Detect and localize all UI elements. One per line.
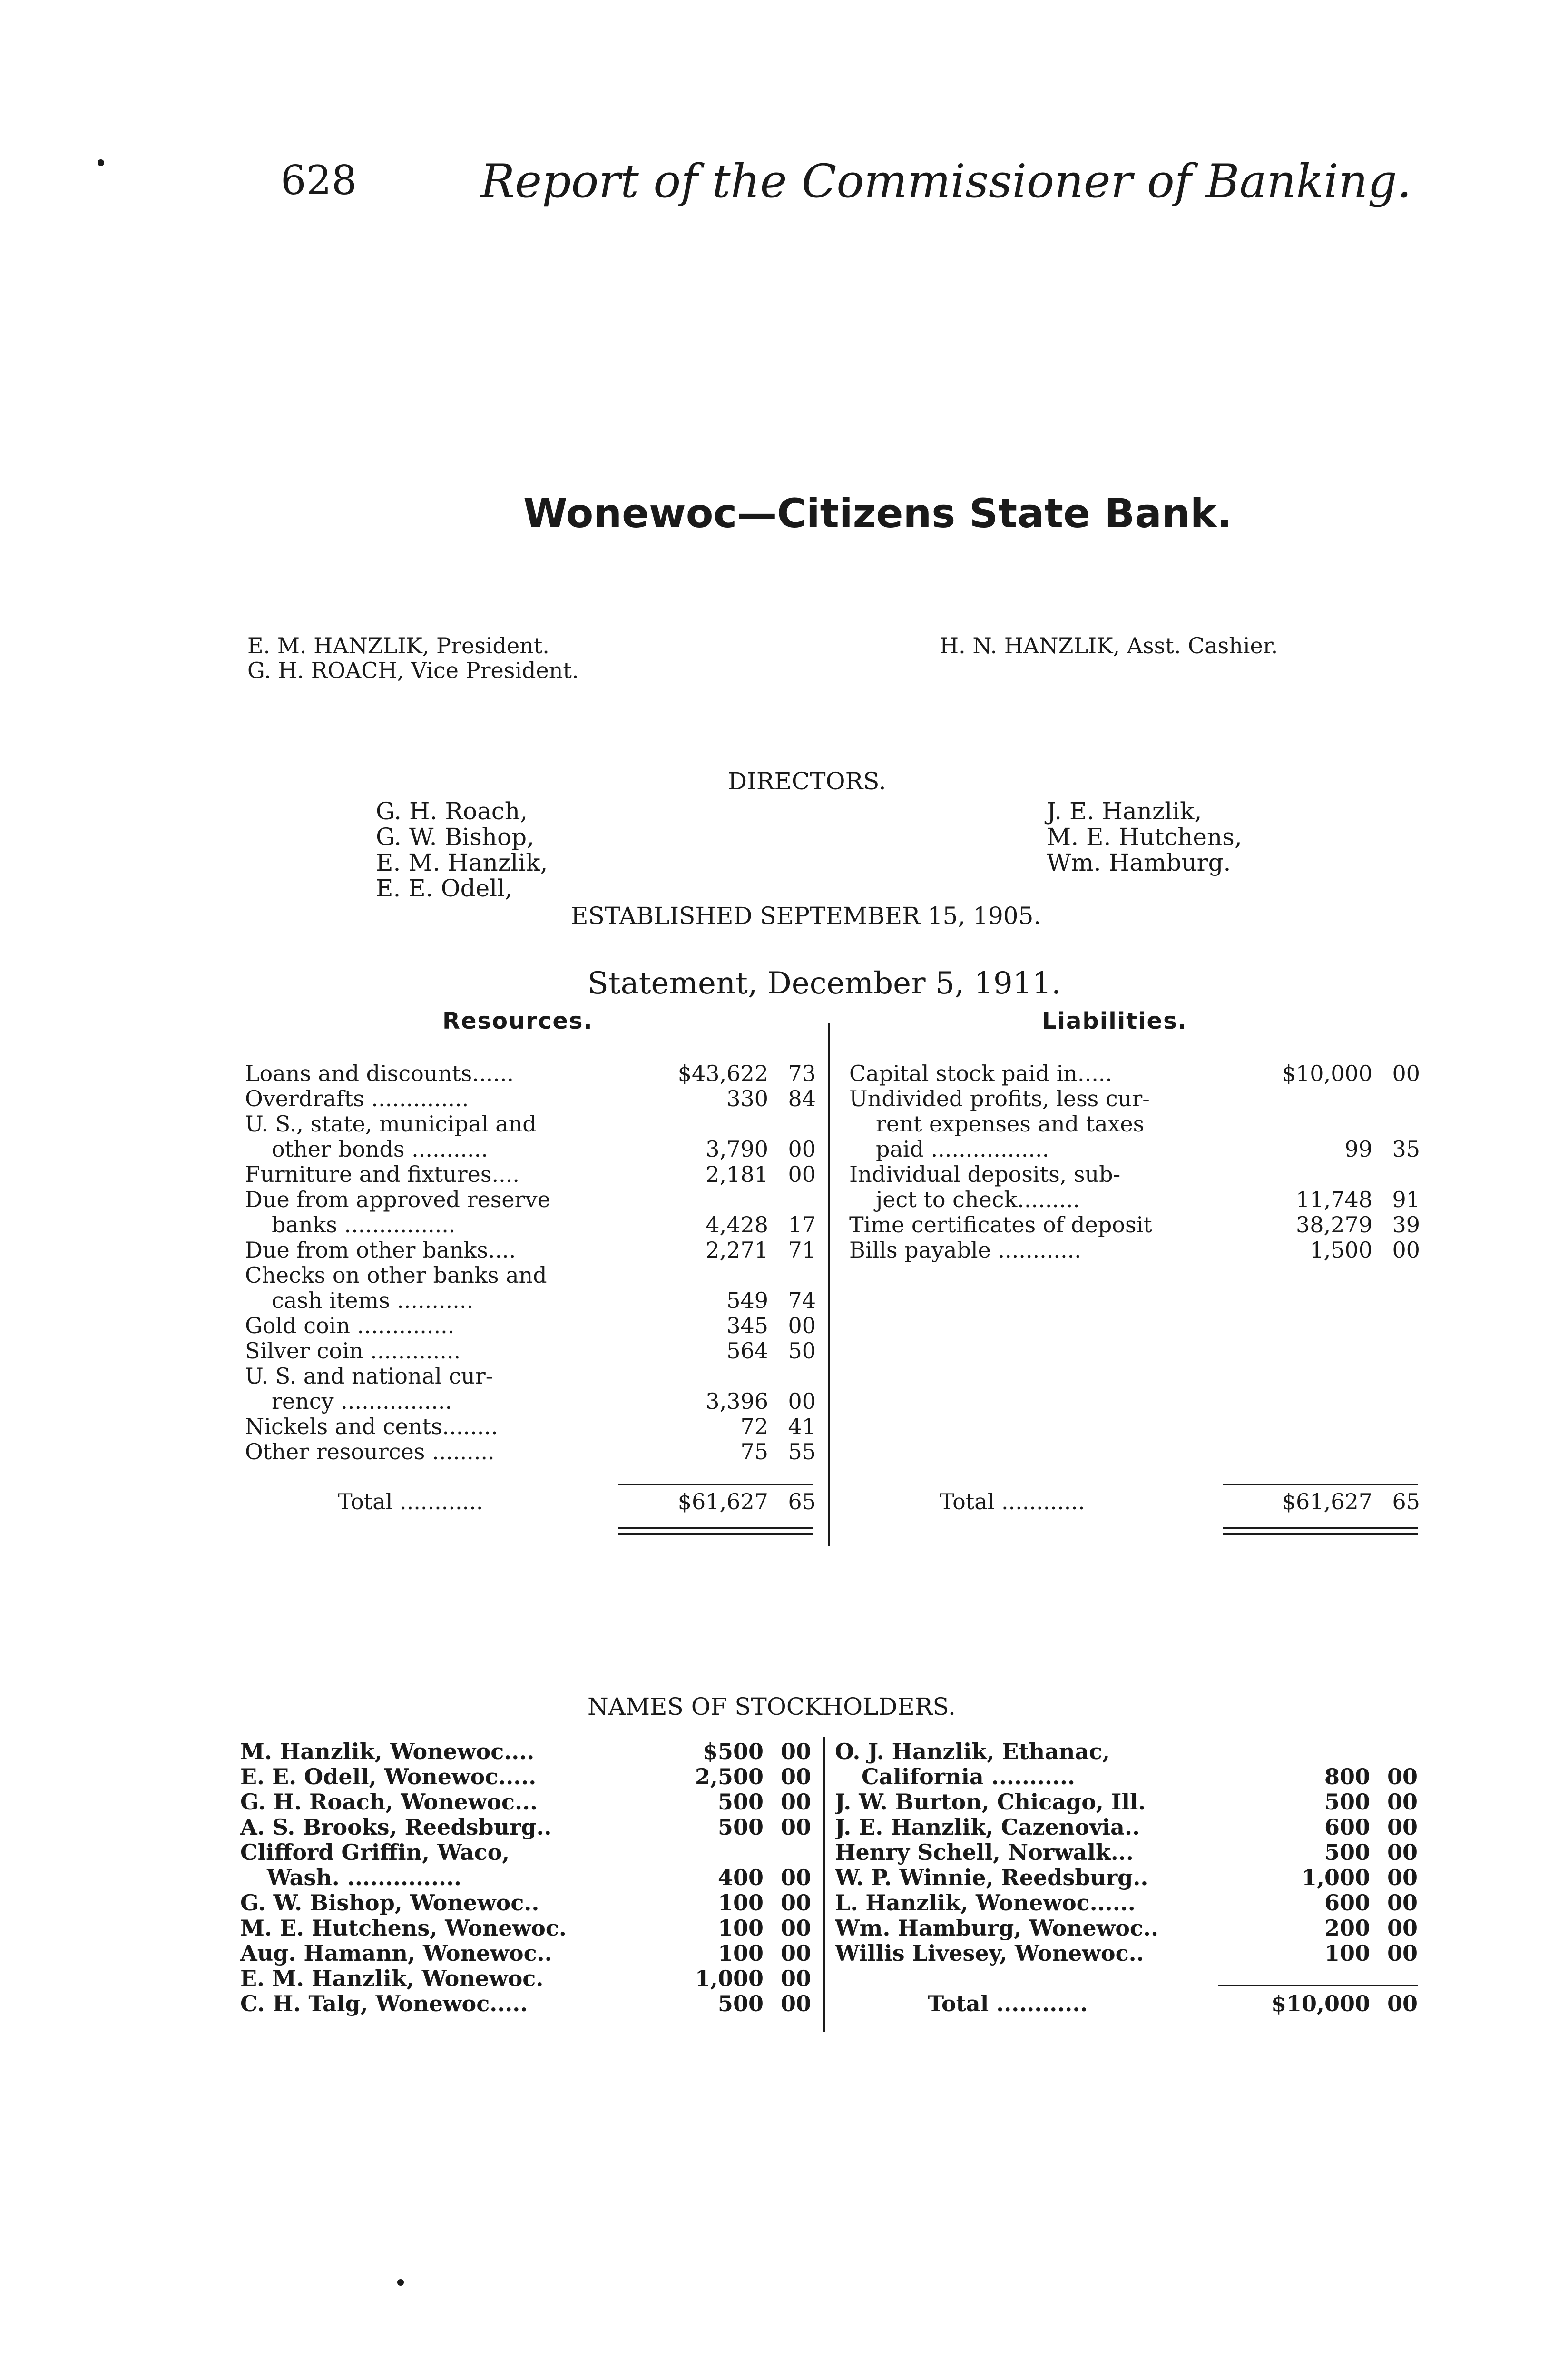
row-dollars: 72 — [740, 1414, 768, 1439]
row-dollars — [1258, 1111, 1372, 1137]
resource-row — [245, 1263, 816, 1288]
row-label: U. S. and national cur- — [245, 1364, 493, 1389]
row-label: J. W. Burton, Chicago, Ill. — [835, 1789, 1146, 1815]
bank-title: Wonewoc—Citizens State Bank. — [523, 490, 1232, 537]
row-cents: 00 — [1387, 1839, 1418, 1865]
resource-row — [245, 1364, 816, 1389]
row-label: Clifford Griffin, Waco, — [240, 1840, 510, 1865]
row-label: paid ................. — [876, 1137, 1049, 1162]
row-dollars: 800 — [1324, 1764, 1370, 1789]
total-label: Total ............ — [338, 1489, 483, 1514]
row-cents — [768, 1111, 816, 1137]
stockholder-row — [835, 1865, 1418, 1890]
row-label: Time certificates of deposit — [849, 1212, 1152, 1238]
row-label: W. P. Winnie, Reedsburg.. — [835, 1865, 1148, 1890]
row-label: Capital stock paid in..... — [849, 1061, 1113, 1086]
stockholder-row — [240, 1815, 811, 1840]
row-dollars: 500 — [1324, 1839, 1370, 1865]
row-cents: 00 — [788, 1136, 816, 1162]
row-dollars: 3,790 — [706, 1136, 768, 1162]
stockholder-row — [240, 1890, 811, 1916]
director-name: M. E. Hutchens, — [1047, 823, 1242, 851]
row-dollars: 200 — [1324, 1915, 1370, 1941]
total-dollars: $61,627 — [677, 1489, 768, 1514]
director-name: G. W. Bishop, — [376, 823, 534, 851]
resource-row — [245, 1313, 816, 1338]
row-label: A. S. Brooks, Reedsburg.. — [240, 1815, 552, 1840]
stockholder-row — [240, 1991, 811, 2016]
officer-president: E. M. HANZLIK, President. — [247, 633, 549, 659]
row-dollars — [654, 1187, 768, 1212]
liability-row — [849, 1187, 1420, 1212]
resource-row — [245, 1338, 816, 1364]
row-dollars: 11,748 — [1296, 1187, 1372, 1212]
total-dollars: $10,000 — [1271, 1991, 1370, 2016]
row-cents: 41 — [788, 1414, 816, 1439]
row-dollars: 100 — [717, 1940, 764, 1966]
row-cents: 00 — [1387, 1789, 1418, 1815]
row-label: banks ................ — [272, 1212, 456, 1238]
row-cents: 17 — [788, 1212, 816, 1238]
total-label: Total ............ — [940, 1489, 1085, 1514]
row-cents — [1372, 1111, 1420, 1137]
liability-row — [849, 1061, 1420, 1086]
row-dollars: $10,000 — [1282, 1061, 1372, 1086]
row-dollars: 500 — [717, 1789, 764, 1815]
statement-column-rule — [828, 1023, 830, 1546]
liability-row — [849, 1212, 1420, 1238]
stockholder-row — [835, 1739, 1418, 1764]
total-dollars: $61,627 — [1282, 1489, 1372, 1514]
row-label: California ........... — [862, 1764, 1075, 1789]
row-label: Due from other banks.... — [245, 1238, 516, 1263]
row-cents: 50 — [788, 1338, 816, 1364]
row-label: L. Hanzlik, Wonewoc...... — [835, 1890, 1136, 1916]
row-cents: 39 — [1392, 1212, 1420, 1238]
officer-vice-president: G. H. ROACH, Vice President. — [247, 658, 579, 683]
row-label: U. S., state, municipal and — [245, 1111, 537, 1137]
row-label: Willis Livesey, Wonewoc.. — [835, 1941, 1144, 1966]
margin-dot — [397, 2279, 404, 2286]
resource-row — [245, 1238, 816, 1263]
row-cents — [768, 1263, 816, 1288]
director-name: E. E. Odell, — [376, 875, 513, 902]
row-label: G. H. Roach, Wonewoc... — [240, 1789, 538, 1815]
liability-row — [849, 1238, 1420, 1263]
row-label: J. E. Hanzlik, Cazenovia.. — [835, 1815, 1140, 1840]
row-cents: 91 — [1392, 1187, 1420, 1212]
total-cents: 65 — [788, 1489, 816, 1514]
resource-row — [245, 1414, 816, 1439]
stockholder-row — [835, 1815, 1418, 1840]
row-dollars: 1,000 — [1301, 1865, 1370, 1890]
row-label: Aug. Hamann, Wonewoc.. — [240, 1941, 552, 1966]
stockholder-row — [835, 1764, 1418, 1789]
row-dollars — [654, 1364, 768, 1389]
row-cents: 00 — [780, 1890, 811, 1916]
row-dollars: 99 — [1344, 1136, 1372, 1162]
resource-row — [245, 1212, 816, 1238]
liabilities-total-rule — [1223, 1484, 1418, 1485]
directors-left-list — [376, 798, 548, 901]
row-label: Gold coin .............. — [245, 1313, 455, 1338]
row-label: E. M. Hanzlik, Wonewoc. — [240, 1966, 544, 1991]
row-label: Wm. Hamburg, Wonewoc.. — [835, 1916, 1158, 1941]
stockholder-row — [835, 1916, 1418, 1941]
row-cents: 00 — [780, 1991, 811, 2016]
row-label: E. E. Odell, Wonewoc..... — [240, 1764, 537, 1789]
running-title: Report of the Commissioner of Banking. — [480, 155, 1412, 208]
row-dollars: 100 — [1324, 1940, 1370, 1966]
row-cents — [768, 1187, 816, 1212]
row-dollars: 4,428 — [706, 1212, 768, 1238]
stockholder-row — [240, 1941, 811, 1966]
liabilities-heading: Liabilities. — [1042, 1008, 1187, 1034]
row-cents: 00 — [780, 1865, 811, 1890]
resource-row — [245, 1162, 816, 1187]
row-cents: 00 — [788, 1161, 816, 1187]
director-name: J. E. Hanzlik, — [1047, 797, 1202, 825]
liabilities-total-double-rule — [1223, 1527, 1418, 1535]
row-label: Overdrafts .............. — [245, 1086, 469, 1111]
row-label: Undivided profits, less cur- — [849, 1086, 1150, 1111]
row-label: Checks on other banks and — [245, 1263, 547, 1288]
row-dollars: 564 — [726, 1338, 768, 1364]
directors-heading: DIRECTORS. — [728, 767, 886, 795]
row-dollars: 3,396 — [706, 1388, 768, 1414]
row-cents: 00 — [1387, 1814, 1418, 1840]
row-label: Furniture and fixtures.... — [245, 1162, 519, 1187]
resource-row — [245, 1061, 816, 1086]
row-dollars: 75 — [740, 1439, 768, 1465]
row-cents: 35 — [1392, 1136, 1420, 1162]
liability-row — [849, 1086, 1420, 1111]
stockholders-heading: NAMES OF STOCKHOLDERS. — [588, 1693, 956, 1720]
stockholder-row — [240, 1840, 811, 1865]
row-label: Other resources ......... — [245, 1439, 495, 1465]
resources-heading: Resources. — [442, 1008, 593, 1034]
stockholders-total-row — [835, 1991, 1418, 2016]
row-label: Loans and discounts...... — [245, 1061, 514, 1086]
total-cents: 00 — [1387, 1991, 1418, 2016]
row-dollars: 400 — [717, 1865, 764, 1890]
row-label: G. W. Bishop, Wonewoc.. — [240, 1890, 539, 1916]
page-number: 628 — [281, 157, 357, 204]
stockholder-row — [240, 1916, 811, 1941]
row-dollars — [1258, 1162, 1372, 1187]
stockholder-row — [835, 1840, 1418, 1865]
row-dollars: 345 — [726, 1313, 768, 1338]
row-dollars: 2,500 — [695, 1764, 764, 1789]
row-label: C. H. Talg, Wonewoc..... — [240, 1991, 528, 2016]
row-label: O. J. Hanzlik, Ethanac, — [835, 1739, 1110, 1764]
liabilities-table — [849, 1061, 1420, 1263]
row-label: Henry Schell, Norwalk... — [835, 1840, 1134, 1865]
row-cents — [1370, 1739, 1418, 1764]
stockholders-right-table — [835, 1739, 1418, 1966]
liability-row — [849, 1162, 1420, 1187]
row-dollars: 600 — [1324, 1814, 1370, 1840]
officer-asst-cashier: H. N. HANZLIK, Asst. Cashier. — [940, 633, 1278, 659]
row-dollars: 500 — [717, 1814, 764, 1840]
row-dollars — [654, 1263, 768, 1288]
liability-row — [849, 1111, 1420, 1137]
row-cents: 00 — [780, 1966, 811, 1991]
resources-table — [245, 1061, 816, 1465]
row-cents — [768, 1364, 816, 1389]
resource-row — [245, 1137, 816, 1162]
established-line: ESTABLISHED SEPTEMBER 15, 1905. — [571, 902, 1041, 930]
stockholder-row — [240, 1865, 811, 1890]
row-label: Individual deposits, sub- — [849, 1162, 1121, 1187]
row-label: rent expenses and taxes — [876, 1111, 1145, 1137]
stockholders-column-rule — [823, 1737, 825, 2032]
row-label: Nickels and cents........ — [245, 1414, 498, 1439]
row-cents — [1372, 1086, 1420, 1111]
total-label: Total ............ — [928, 1991, 1088, 2016]
row-dollars: 1,000 — [695, 1966, 764, 1991]
row-dollars: 500 — [717, 1991, 764, 2016]
row-dollars: 1,500 — [1310, 1237, 1372, 1263]
row-label: Bills payable ............ — [849, 1238, 1081, 1263]
row-dollars: 500 — [1324, 1789, 1370, 1815]
row-cents: 00 — [780, 1764, 811, 1789]
row-cents — [1372, 1162, 1420, 1187]
row-dollars: 38,279 — [1296, 1212, 1372, 1238]
stockholder-row — [835, 1789, 1418, 1815]
row-label: other bonds ........... — [272, 1137, 488, 1162]
statement-title: Statement, December 5, 1911. — [588, 966, 1061, 1001]
row-dollars: 600 — [1324, 1890, 1370, 1916]
stockholder-row — [240, 1789, 811, 1815]
row-cents: 00 — [1387, 1865, 1418, 1890]
row-cents: 00 — [1387, 1890, 1418, 1916]
resource-row — [245, 1187, 816, 1212]
row-cents: 00 — [788, 1313, 816, 1338]
row-dollars: 100 — [717, 1915, 764, 1941]
stockholder-row — [240, 1739, 811, 1764]
row-cents: 00 — [780, 1789, 811, 1815]
row-dollars — [1256, 1739, 1370, 1764]
row-label: M. Hanzlik, Wonewoc.... — [240, 1739, 535, 1764]
row-dollars: 100 — [717, 1890, 764, 1916]
row-cents: 00 — [1387, 1940, 1418, 1966]
row-label: rency ................ — [272, 1389, 452, 1414]
row-dollars — [649, 1840, 764, 1865]
resource-row — [245, 1389, 816, 1414]
resources-total-row — [245, 1489, 816, 1514]
stockholder-row — [835, 1890, 1418, 1916]
row-cents: 00 — [1392, 1237, 1420, 1263]
row-cents: 84 — [788, 1086, 816, 1111]
row-dollars: 330 — [726, 1086, 768, 1111]
row-dollars — [1258, 1086, 1372, 1111]
stockholder-row — [835, 1941, 1418, 1966]
row-cents: 55 — [788, 1439, 816, 1465]
stockholders-left-table — [240, 1739, 811, 2016]
row-cents: 00 — [788, 1388, 816, 1414]
liability-row — [849, 1137, 1420, 1162]
row-cents: 00 — [1387, 1764, 1418, 1789]
row-cents — [764, 1840, 811, 1865]
row-dollars: 2,271 — [706, 1237, 768, 1263]
resources-total-rule — [618, 1484, 813, 1485]
row-cents: 71 — [788, 1237, 816, 1263]
resource-row — [245, 1439, 816, 1465]
row-cents: 00 — [780, 1814, 811, 1840]
row-cents: 00 — [780, 1915, 811, 1941]
director-name: E. M. Hanzlik, — [376, 849, 548, 876]
director-name: G. H. Roach, — [376, 797, 528, 825]
director-name: Wm. Hamburg. — [1047, 849, 1231, 876]
row-dollars — [654, 1111, 768, 1137]
stockholder-row — [240, 1764, 811, 1789]
row-label: M. E. Hutchens, Wonewoc. — [240, 1916, 567, 1941]
row-cents: 00 — [780, 1940, 811, 1966]
liabilities-total-row — [849, 1489, 1420, 1514]
total-cents: 65 — [1392, 1489, 1420, 1514]
row-label: Wash. ............... — [267, 1865, 462, 1890]
stockholder-row — [240, 1966, 811, 1991]
resources-total-double-rule — [618, 1527, 813, 1535]
row-label: Due from approved reserve — [245, 1187, 550, 1212]
row-label: ject to check......... — [876, 1187, 1080, 1212]
row-label: cash items ........... — [272, 1288, 474, 1313]
row-cents: 74 — [788, 1288, 816, 1313]
resource-row — [245, 1086, 816, 1111]
stockholders-total-rule — [1218, 1985, 1418, 1986]
row-cents: 00 — [1392, 1061, 1420, 1086]
directors-right-list — [1047, 798, 1242, 875]
row-dollars: 2,181 — [706, 1161, 768, 1187]
row-cents: 00 — [780, 1739, 811, 1764]
row-label: Silver coin ............. — [245, 1338, 461, 1364]
row-dollars: $43,622 — [677, 1061, 768, 1086]
row-cents: 73 — [788, 1061, 816, 1086]
row-cents: 00 — [1387, 1915, 1418, 1941]
row-dollars: $500 — [702, 1739, 764, 1764]
row-dollars: 549 — [726, 1288, 768, 1313]
resource-row — [245, 1288, 816, 1313]
resource-row — [245, 1111, 816, 1137]
margin-dot — [98, 159, 104, 166]
